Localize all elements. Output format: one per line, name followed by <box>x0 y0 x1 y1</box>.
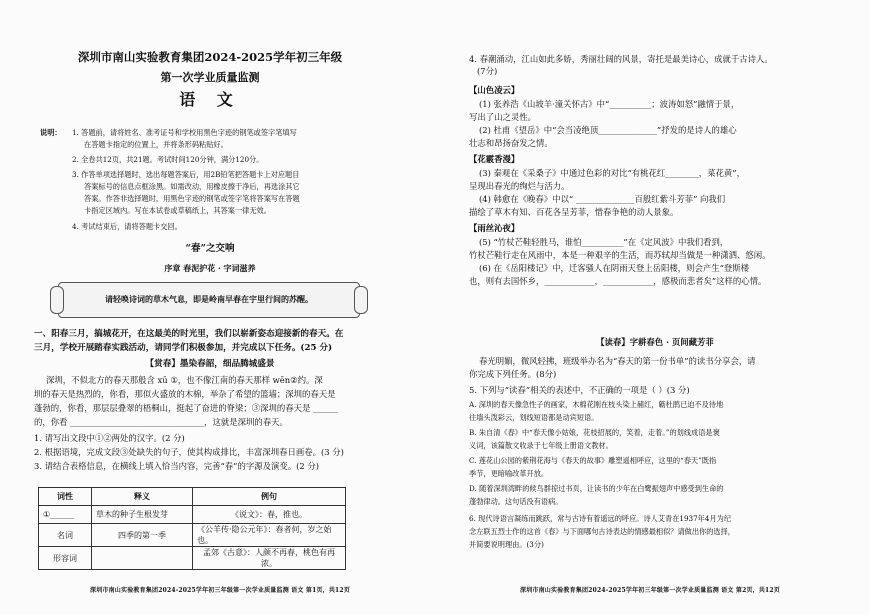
fill-line: (1) 张养浩《山坡羊·潼关怀古》中“__________；波涛如怒”融情于景， <box>479 99 740 109</box>
question-1-intro: 一、阳春三月，搞城花开，在这最美的时光里，我们以崭新姿态迎接新的春天。在 <box>34 329 344 339</box>
section-heading-mountain: 【山色凌云】 <box>469 85 520 95</box>
fill-line: (2) 杜甫《望岳》中“会当凌绝顶______________”抒发的是诗人的雄心 <box>479 125 737 135</box>
note-line: 卡指定区域内。写在本试卷或草稿纸上，其答案一律无效。 <box>84 206 271 215</box>
fill-line: (5) “竹杖芒鞋轻胜马，谁怕__________”在《定风波》中我们看到， <box>479 237 729 247</box>
section-heading-flower: 【花霰香漫】 <box>469 154 520 164</box>
table-row <box>39 547 346 570</box>
fill-line: 描绘了草木有知、百花各呈芳菲，惜春争艳的动人景象。 <box>469 207 679 217</box>
fill-line: 呈现出春光的绚烂与活力。 <box>469 181 570 191</box>
table-header: 释义 <box>92 488 193 506</box>
question-4-line: (7分) <box>477 66 498 76</box>
note-line: 4. 考试结束后，请将答题卡交回。 <box>72 222 182 231</box>
fill-line: 竹杖芒鞋行走在风雨中，本是一种艰辛的生活，而苏轼却当做是一种潇洒、悠闲。 <box>469 250 771 260</box>
reading-intro: 你完成下列任务。(8分) <box>469 369 557 379</box>
question-1-heading: 【赏春】墨染春韶，细品腾城盛景 <box>145 359 275 369</box>
exam-title: 深圳市南山实验教育集团2024-2025学年初三年级 <box>77 50 343 64</box>
page-footer: 深圳市南山实验教育集团2024-2025学年初三年级第一次学业质量监测 语文 第1页，共12页 <box>90 587 350 594</box>
question-6: 6. 现代诗语言凝练而跳跃，常与古诗有着遥远的呼应。诗人艾青在1937年4月为纪 <box>469 514 732 523</box>
table-row <box>39 506 346 524</box>
passage-line: 的，你看 ________________________________，这就是深圳的春天。 <box>34 417 288 427</box>
fill-line: 也，则有去国怀乡，____________，____________，感极而悲者矣”这样的心情。 <box>469 276 767 286</box>
fill-line: (4) 韩愈在《晚春》中以“ ______________百般红紫斗芳菲” 向我们 <box>479 194 726 204</box>
reading-heading: 【读春】字耕春色 · 页间藏芳菲 <box>596 337 714 347</box>
note-line: 3. 作答单项选择题时，选出每题答案后，用2B铅笔把答题卡上对应题目 <box>72 170 300 179</box>
option-a: A. 深圳的春天像急性子的画家，木棉花刚在枝头染上赭红，簕杜鹃已迫不及待地 <box>469 400 724 409</box>
reading-intro: 春光明媚，微风轻拂，班级举办名为“春天的第一份书单”的读书分享会，请 <box>479 356 756 366</box>
table-cell: 草木的种子生根发芽 <box>92 506 193 524</box>
question-6: 并简要说明理由。(3分) <box>469 540 544 549</box>
note-line: 答案标号的信息点框涂黑。如需改动，用橡皮擦干净后，再选涂其它 <box>84 182 300 191</box>
passage-line: 深圳，不似北方的春天那般含 xū ①，也不像江南的春天那样 wēn②约。深 <box>46 375 323 385</box>
exam-subtitle: 第一次学业质量监测 <box>160 71 260 84</box>
fill-line: 壮志和昂扬奋发之情。 <box>469 138 553 148</box>
sub-question: 3. 请结合表格信息，在横线上填入恰当内容，完善“春”的字源及演变。(2 分) <box>34 461 319 471</box>
note-line: 在答题卡指定的位置上，并将条形码粘贴好。 <box>84 140 228 149</box>
option-d: D. 随着深圳湾畔的候鸟群掠过书页，让读书的少年在白鹭振翅声中感受到生命的 <box>469 484 724 493</box>
passage-line: 蓬勃的，你看，那层层叠翠的梧桐山，挺起了奋进的脊梁；③深圳的春天是 ______ <box>34 403 339 413</box>
section-title: “春”之交响 <box>185 243 235 254</box>
table-header: 例句 <box>193 488 346 506</box>
section-heading-rain: 【雨丝沁夜】 <box>469 223 520 233</box>
table-cell <box>92 547 193 570</box>
table-cell: 名词 <box>39 524 92 547</box>
table-row <box>39 524 346 547</box>
question-1-intro: 三月，学校开展踏春实践活动，请同学们积极参加，并完成以下任务。(25 分) <box>34 343 333 353</box>
notes-label: 说明： <box>40 128 62 137</box>
option-c: 季节，更暗喻改革开放。 <box>469 469 549 478</box>
option-b: 义词，该篇散文收录于七年级上册语文教材。 <box>469 441 613 450</box>
fill-line: 写出了山之灵性。 <box>469 112 536 122</box>
right-page <box>435 0 870 615</box>
note-line: 2. 全卷共12页，共21题。考试时间120分钟，满分120分。 <box>72 155 264 164</box>
fill-line: (6) 在《岳阳楼记》中，迁客骚人在阴雨天登上岳阳楼，则会产生“登斯楼 <box>479 263 750 273</box>
sub-question: 2. 根据语境，完成文段③处缺失的句子，使其构成排比，丰富深圳春日画卷。(3 分) <box>34 447 344 457</box>
note-line: 答案。作答非选择题时，用黑色字迹的钢笔或签字笔将答案写在答题 <box>84 194 300 203</box>
scroll-banner-text: 请轻唤诗词的草木气息，即是岭南早春在宇里行间的苏醒。 <box>105 294 313 304</box>
table-cell: ①______ <box>39 506 92 524</box>
question-5: 5. 下列与“读春”相关的表述中，不正确的一项是（ ）(3 分) <box>469 385 690 395</box>
table-header: 词性 <box>39 488 92 506</box>
table-cell: 孟郊《古意》：人颜不再春，桃色有再浓。 <box>193 547 346 570</box>
page-footer: 深圳市南山实验教育集团2024-2025学年初三年级第一次学业质量监测 语文 第2页，共12页 <box>520 587 780 594</box>
fill-line: (3) 秦观在《采桑子》中通过色彩的对比“有桃花红________，菜花黄”， <box>479 168 745 178</box>
table-cell: 《公羊传·隐公元年》：春者何，岁之始也。 <box>193 524 346 547</box>
table-cell: 形容词 <box>39 547 92 570</box>
note-line: 1. 答题前，请将姓名、准考证号和学校用黑色字迹的钢笔或签字笔填写 <box>72 128 297 137</box>
table-cell: 《说文》：春，推也。 <box>193 506 346 524</box>
sub-question: 1. 请写出文段中①②两处的汉字。(2 分) <box>34 433 185 443</box>
question-4-line: 4. 春潮涌动，江山如此多娇，秀丽壮阔的风景，寄托是最美诗心，成就千古诗人。 <box>469 54 773 64</box>
option-c: C. 莲花山公园的紫荆花海与《春天的故事》雕塑遥相呼应，这里的“春天”既指 <box>469 456 717 465</box>
option-d: 蓬勃律动。这句话没有语病。 <box>469 497 563 506</box>
passage-line: 圳的春天是热烈的，你看，那似火盛放的木棉，举杂了希望的篮墙；深圳的春天是 <box>34 389 336 399</box>
question-6: 念左联五烈士作的这首《春》与下面哪句古诗表达的情感最相似？请做出你的选择， <box>469 527 735 536</box>
table-header-row <box>39 488 346 506</box>
scroll-banner <box>58 282 360 318</box>
option-b: B. 朱自清《春》中“春天像小姑娘，花枝招展的，笑着，走着。”的划线成语是褒 <box>469 428 720 437</box>
subject-title: 语 文 <box>179 90 241 109</box>
option-a: 往墙头泼彩云，划线短语都是动宾短语。 <box>469 413 599 422</box>
section-subtitle: 序章 春泥护花 · 字词滋养 <box>164 263 256 273</box>
table-cell: 四季的第一季 <box>92 524 193 547</box>
vocab-table <box>38 487 346 570</box>
